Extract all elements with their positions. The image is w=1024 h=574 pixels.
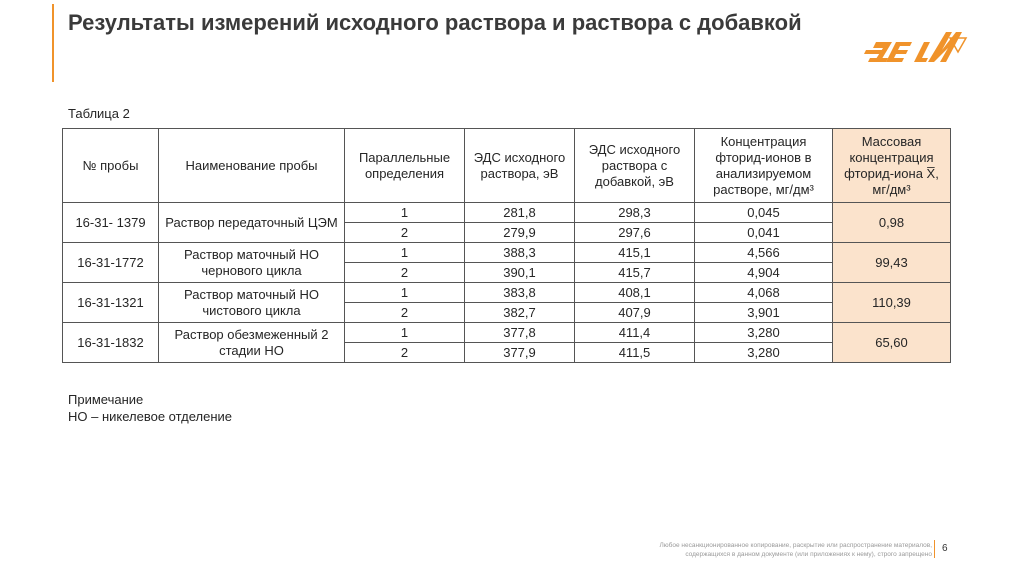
header-sample-name: Наименование пробы (159, 129, 345, 203)
mass-concentration-cell: 65,60 (833, 323, 951, 363)
emf-initial-cell: 383,8 (465, 283, 575, 303)
table-caption: Таблица 2 (68, 106, 130, 121)
mass-concentration-cell: 99,43 (833, 243, 951, 283)
parallel-cell: 2 (345, 343, 465, 363)
emf-additive-cell: 297,6 (575, 223, 695, 243)
note-text: НО – никелевое отделение (68, 409, 233, 424)
table-row (63, 283, 951, 303)
results-table (62, 128, 951, 363)
emf-additive-cell: 407,9 (575, 303, 695, 323)
sample-no-cell: 16-31- 1379 (63, 203, 159, 243)
mass-concentration-cell: 0,98 (833, 203, 951, 243)
header-mass-concentration: Массовая концентрация фторид-иона X̅, мг/дм³ (833, 129, 951, 203)
sample-name-cell: Раствор маточный НО чистового цикла (159, 283, 345, 323)
emf-additive-cell: 411,5 (575, 343, 695, 363)
sample-no-cell: 16-31-1832 (63, 323, 159, 363)
parallel-cell: 2 (345, 303, 465, 323)
note-heading: Примечание (68, 392, 144, 407)
note-block (68, 391, 232, 425)
concentration-cell: 3,901 (695, 303, 833, 323)
emf-additive-cell: 298,3 (575, 203, 695, 223)
emf-initial-cell: 377,8 (465, 323, 575, 343)
emf-initial-cell: 281,8 (465, 203, 575, 223)
parallel-cell: 1 (345, 203, 465, 223)
copyright-line-1: Любое несанкционированное копирование, раскрытие или распространение материалов, (659, 542, 932, 549)
sample-name-cell: Раствор обезмеженный 2 стадии НО (159, 323, 345, 363)
table-row (63, 203, 951, 223)
parallel-cell: 2 (345, 263, 465, 283)
mass-concentration-cell: 110,39 (833, 283, 951, 323)
header-parallel: Параллельные определения (345, 129, 465, 203)
header-concentration: Концентрация фторид-ионов в анализируемом растворе, мг/дм³ (695, 129, 833, 203)
sample-name-cell: Раствор маточный НО чернового цикла (159, 243, 345, 283)
footer-divider (934, 540, 935, 558)
emf-additive-cell: 408,1 (575, 283, 695, 303)
emf-initial-cell: 390,1 (465, 263, 575, 283)
emf-additive-cell: 415,7 (575, 263, 695, 283)
concentration-cell: 4,566 (695, 243, 833, 263)
header-emf-additive: ЭДС исходного раствора с добавкой, эВ (575, 129, 695, 203)
copyright-line-2: содержащихся в данном документе (или приложениях к нему), строго запрещено (685, 551, 932, 558)
slide-title: Результаты измерений исходного раствора и раствора с добавкой (68, 10, 802, 35)
emf-initial-cell: 377,9 (465, 343, 575, 363)
header-sample-no: № пробы (63, 129, 159, 203)
parallel-cell: 1 (345, 243, 465, 263)
emf-initial-cell: 388,3 (465, 243, 575, 263)
emf-additive-cell: 415,1 (575, 243, 695, 263)
title-accent-bar (52, 4, 54, 82)
page-number: 6 (942, 543, 948, 554)
concentration-cell: 0,041 (695, 223, 833, 243)
concentration-cell: 3,280 (695, 323, 833, 343)
company-logo (862, 28, 972, 68)
emf-initial-cell: 279,9 (465, 223, 575, 243)
header-emf-initial: ЭДС исходного раствора, эВ (465, 129, 575, 203)
copyright-notice (632, 541, 932, 559)
emf-initial-cell: 382,7 (465, 303, 575, 323)
sample-name-cell: Раствор передаточный ЦЭМ (159, 203, 345, 243)
concentration-cell: 4,068 (695, 283, 833, 303)
emf-additive-cell: 411,4 (575, 323, 695, 343)
table-row (63, 323, 951, 343)
parallel-cell: 2 (345, 223, 465, 243)
parallel-cell: 1 (345, 283, 465, 303)
parallel-cell: 1 (345, 323, 465, 343)
sample-no-cell: 16-31-1772 (63, 243, 159, 283)
concentration-cell: 3,280 (695, 343, 833, 363)
sample-no-cell: 16-31-1321 (63, 283, 159, 323)
concentration-cell: 0,045 (695, 203, 833, 223)
table-row (63, 243, 951, 263)
concentration-cell: 4,904 (695, 263, 833, 283)
